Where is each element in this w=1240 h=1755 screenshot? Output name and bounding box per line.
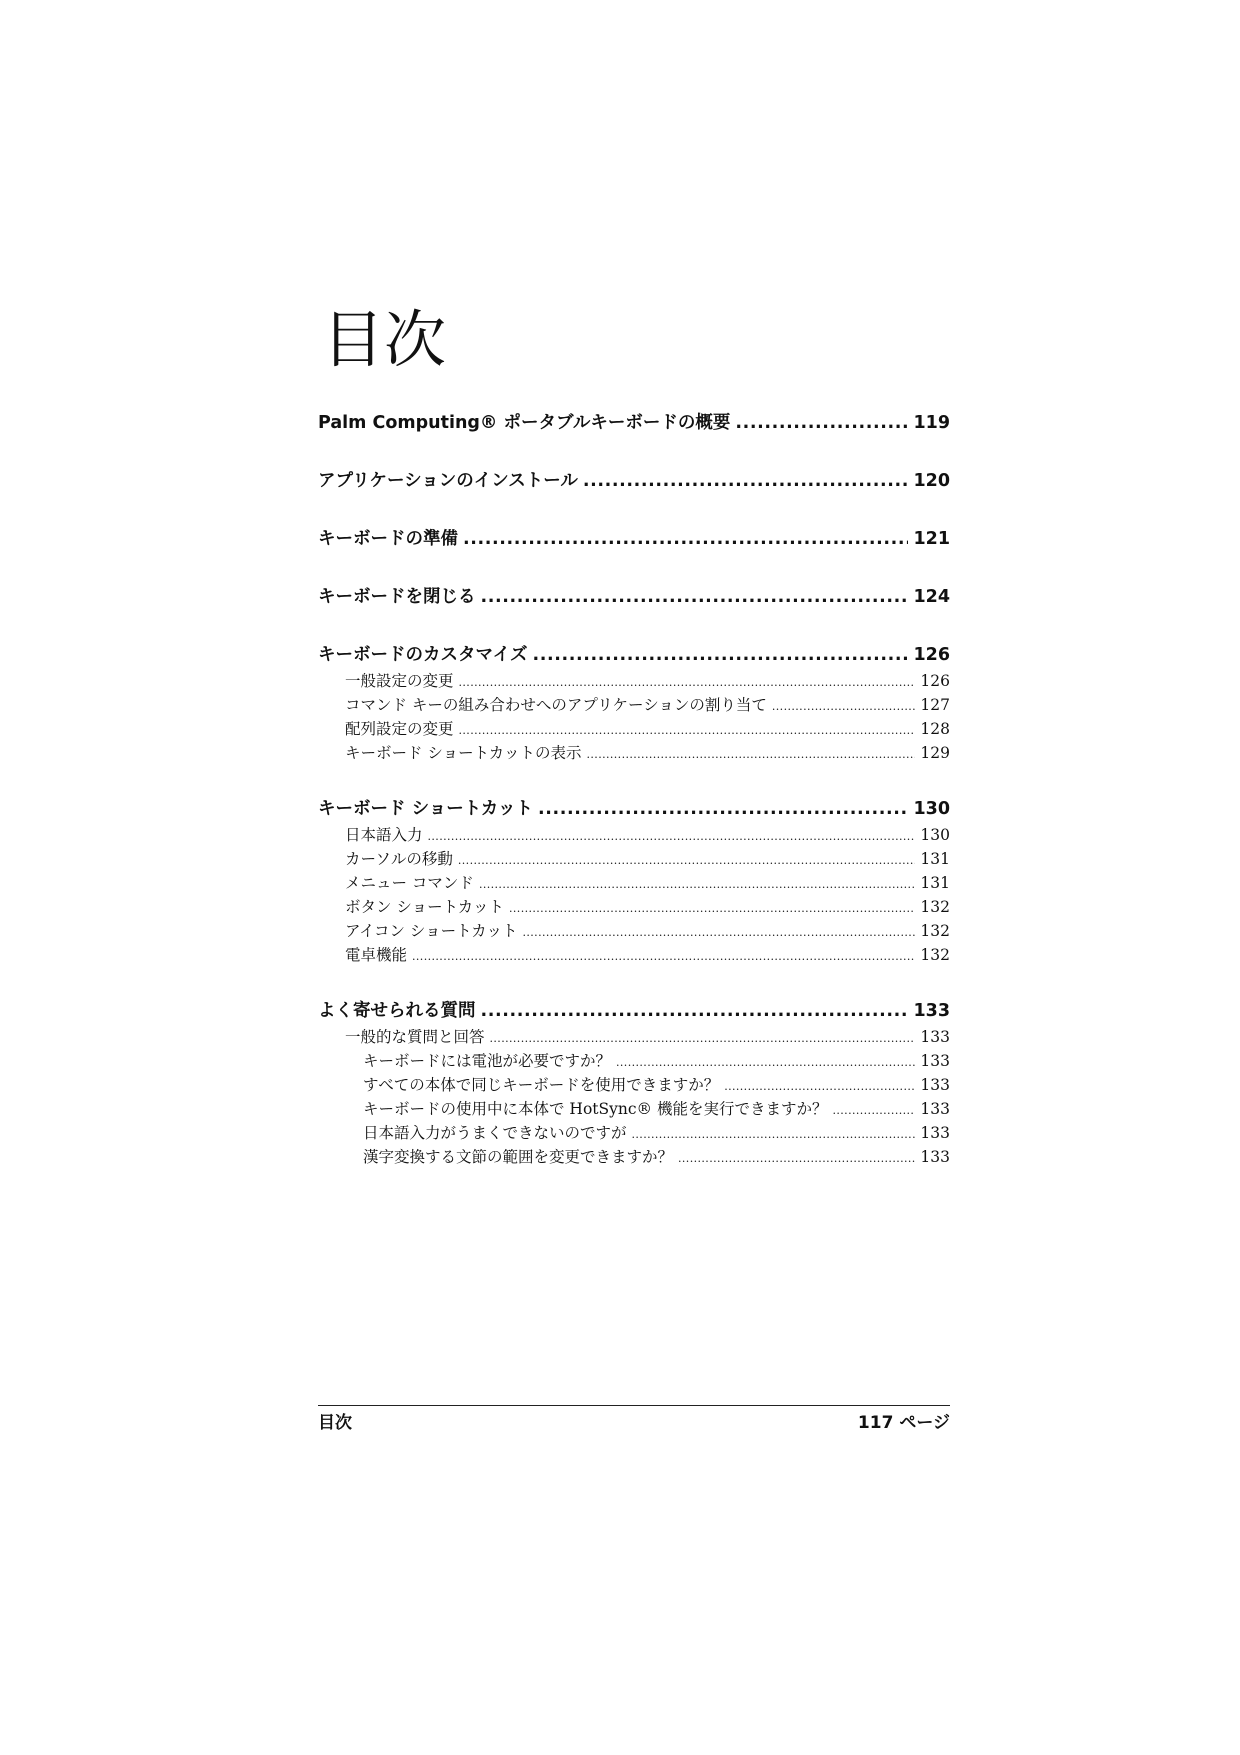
leader-dots xyxy=(463,524,908,554)
toc-section-install xyxy=(318,466,950,496)
leader-dots xyxy=(481,996,909,1026)
leader-dots xyxy=(459,671,916,694)
leader-dots xyxy=(412,945,915,968)
leader-dots xyxy=(490,1027,916,1050)
toc-subsubentry-label: キーボードには電池が必要ですか？ xyxy=(363,1052,612,1070)
toc-page-number: 133 xyxy=(913,1001,950,1021)
toc-subsubentry-label: 漢字変換する文節の範囲を変更できますか？ xyxy=(363,1148,674,1166)
toc-subentry-label: メニュー コマンド xyxy=(345,874,474,892)
toc-page-number: 133 xyxy=(920,1100,950,1118)
toc-subentry[interactable] xyxy=(318,694,950,718)
leader-dots xyxy=(735,408,908,438)
leader-dots xyxy=(509,897,915,920)
leader-dots xyxy=(522,921,915,944)
page-title: 目次 xyxy=(322,303,447,376)
leader-dots xyxy=(587,743,916,766)
toc-subsubentry-label: 日本語入力がうまくできないのですが xyxy=(363,1124,627,1142)
toc-subsubentry[interactable] xyxy=(318,1050,950,1074)
toc-entry-label: アプリケーションのインストール xyxy=(318,471,578,491)
toc-page-number: 130 xyxy=(913,799,950,819)
leader-dots xyxy=(632,1123,916,1146)
footer-page-number: 117 ページ xyxy=(857,1413,950,1433)
toc-subentry-label: カーソルの移動 xyxy=(345,850,453,868)
toc-entry-customize[interactable] xyxy=(318,640,950,670)
toc-page-number: 130 xyxy=(920,826,950,844)
toc-subentry-label: アイコン ショートカット xyxy=(345,922,518,940)
leader-dots xyxy=(428,825,916,848)
toc-subsubentry-label: キーボードの使用中に本体で HotSync® 機能を実行できますか？ xyxy=(363,1100,828,1118)
toc-entry-shortcuts[interactable] xyxy=(318,794,950,824)
leader-dots xyxy=(481,582,909,612)
toc-subentry[interactable] xyxy=(318,1026,950,1050)
toc-entry-label: キーボード ショートカット xyxy=(318,799,534,819)
leader-dots xyxy=(772,695,916,718)
leader-dots xyxy=(479,873,915,896)
toc-subentry-label: 一般的な質問と回答 xyxy=(345,1028,485,1046)
toc-page-number: 126 xyxy=(920,672,950,690)
leader-dots xyxy=(678,1147,915,1170)
toc-page-number: 133 xyxy=(920,1076,950,1094)
toc-page-number: 133 xyxy=(920,1028,950,1046)
leader-dots xyxy=(616,1051,915,1074)
toc-subentry-label: コマンド キーの組み合わせへのアプリケーションの割り当て xyxy=(345,696,767,714)
toc-subentry-label: 一般設定の変更 xyxy=(345,672,454,690)
toc-subentry[interactable] xyxy=(318,718,950,742)
leader-dots xyxy=(832,1099,915,1122)
toc-page-number: 119 xyxy=(913,413,950,433)
leader-dots xyxy=(459,719,916,742)
toc-page-number: 131 xyxy=(920,874,950,892)
toc-page-number: 132 xyxy=(920,898,950,916)
toc-page-number: 121 xyxy=(913,529,950,549)
toc-subentry[interactable] xyxy=(318,670,950,694)
toc-subentry-label: ボタン ショートカット xyxy=(345,898,504,916)
toc-page-number: 128 xyxy=(920,720,950,738)
toc-page-number: 127 xyxy=(920,696,950,714)
leader-dots xyxy=(583,466,909,496)
toc-section-prepare xyxy=(318,524,950,554)
toc-entry-label: よく寄せられる質問 xyxy=(318,1001,476,1021)
toc-subentry[interactable] xyxy=(318,742,950,766)
toc-page-number: 120 xyxy=(913,471,950,491)
toc-page-number: 132 xyxy=(920,922,950,940)
toc-section-close xyxy=(318,582,950,612)
toc-entry-label: キーボードを閉じる xyxy=(318,587,476,607)
toc-page-number: 132 xyxy=(920,946,950,964)
toc-subentry-label: 電卓機能 xyxy=(345,946,408,964)
toc-page-number: 129 xyxy=(920,744,950,762)
page-footer xyxy=(318,1410,950,1436)
toc-section-shortcuts xyxy=(318,794,950,968)
toc-subsubentry-label: すべての本体で同じキーボードを使用できますか？ xyxy=(363,1076,720,1094)
toc-subsubentry[interactable] xyxy=(318,1122,950,1146)
table-of-contents xyxy=(318,408,950,1198)
toc-section-faq xyxy=(318,996,950,1170)
toc-page-number: 133 xyxy=(920,1124,950,1142)
toc-entry-label: キーボードのカスタマイズ xyxy=(318,645,528,665)
toc-entry-faq[interactable] xyxy=(318,996,950,1026)
toc-section-overview xyxy=(318,408,950,438)
toc-entry-label: キーボードの準備 xyxy=(318,529,458,549)
toc-page-number: 126 xyxy=(913,645,950,665)
leader-dots xyxy=(724,1075,915,1098)
toc-entry-label: Palm Computing® ポータブルキーボードの概要 xyxy=(318,413,731,433)
toc-subentry[interactable] xyxy=(318,824,950,848)
toc-page-number: 133 xyxy=(920,1052,950,1070)
toc-subsubentry[interactable] xyxy=(318,1098,950,1122)
toc-subentry[interactable] xyxy=(318,896,950,920)
toc-subentry-label: 配列設定の変更 xyxy=(345,720,454,738)
leader-dots xyxy=(458,849,916,872)
footer-divider xyxy=(318,1405,950,1406)
toc-subentry[interactable] xyxy=(318,920,950,944)
toc-subentry[interactable] xyxy=(318,944,950,968)
toc-page-number: 133 xyxy=(920,1148,950,1166)
leader-dots xyxy=(532,640,908,670)
toc-entry-overview[interactable] xyxy=(318,408,950,438)
toc-page-number: 124 xyxy=(913,587,950,607)
toc-subentry-label: 日本語入力 xyxy=(345,826,423,844)
toc-subsubentry[interactable] xyxy=(318,1074,950,1098)
toc-entry-prepare[interactable] xyxy=(318,524,950,554)
toc-page-number: 131 xyxy=(920,850,950,868)
toc-subsubentry[interactable] xyxy=(318,1146,950,1170)
toc-subentry[interactable] xyxy=(318,848,950,872)
toc-entry-install[interactable] xyxy=(318,466,950,496)
toc-subentry[interactable] xyxy=(318,872,950,896)
leader-dots xyxy=(538,794,908,824)
footer-section-title: 目次 xyxy=(318,1413,352,1433)
toc-subentry-label: キーボード ショートカットの表示 xyxy=(345,744,582,762)
toc-section-customize xyxy=(318,640,950,766)
toc-entry-close[interactable] xyxy=(318,582,950,612)
